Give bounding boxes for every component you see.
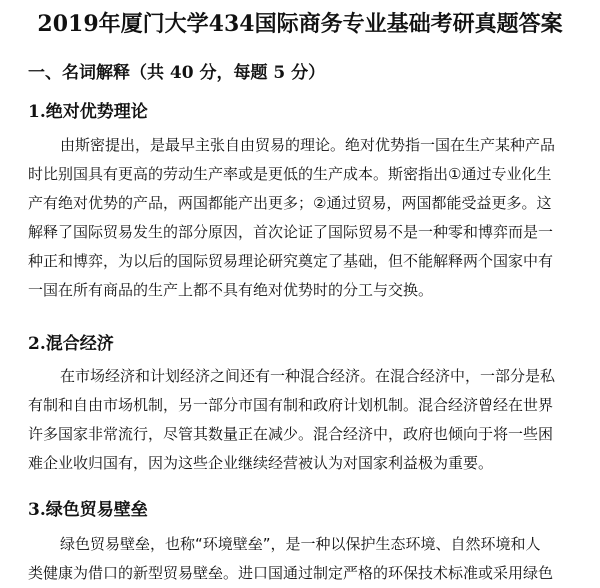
paragraph-line: 有制和自由市场机制，另一部分市国有制和政府计划机制。混合经济曾经在世界 — [28, 396, 554, 414]
paragraph-line: 许多国家非常流行，尽管其数量正在减少。混合经济中，政府也倾向于将一些困 — [28, 425, 554, 443]
paragraph-line: 在市场经济和计划经济之间还有一种混合经济。在混合经济中，一部分是私 — [60, 367, 556, 385]
item-heading-green-trade-barrier: 3.绿色贸易壁垒 — [28, 500, 148, 520]
paragraph-line: 难企业收归国有，因为这些企业继续经营被认为对国家利益极为重要。 — [28, 454, 494, 472]
document-title: 2019年厦门大学434国际商务专业基础考研真题答案 — [37, 11, 563, 37]
item-paragraph-mixed-economy — [28, 362, 588, 478]
paragraph-line: 绿色贸易壁垒，也称“环境壁垒”，是一种以保护生态环境、自然环境和人 — [60, 535, 541, 553]
paragraph-line: 一国在所有商品的生产上都不具有绝对优势时的分工与交换。 — [28, 281, 434, 299]
item-paragraph-green-trade-barrier — [28, 530, 588, 588]
item-paragraph-absolute-advantage — [28, 131, 588, 305]
paragraph-line: 种正和博弈，为以后的国际贸易理论研究奠定了基础，但不能解释两个国家中有 — [28, 252, 554, 270]
item-heading-absolute-advantage: 1.绝对优势理论 — [28, 102, 148, 122]
item-heading-mixed-economy: 2.混合经济 — [28, 334, 114, 354]
paragraph-line: 由斯密提出，是最早主张自由贸易的理论。绝对优势指一国在生产某种产品 — [60, 136, 556, 154]
paragraph-line: 时比别国具有更高的劳动生产率或是更低的生产成本。斯密指出①通过专业化生 — [28, 165, 552, 183]
paragraph-line: 产有绝对优势的产品，两国都能产出更多；②通过贸易，两国都能受益更多。这 — [28, 194, 552, 212]
section-heading: 一、名词解释（共 40 分，每题 5 分） — [28, 63, 326, 83]
paragraph-line: 类健康为借口的新型贸易壁垒。进口国通过制定严格的环保技术标准或采用绿色 — [28, 564, 554, 582]
paragraph-line: 解释了国际贸易发生的部分原因，首次论证了国际贸易不是一种零和博弈而是一 — [28, 223, 554, 241]
